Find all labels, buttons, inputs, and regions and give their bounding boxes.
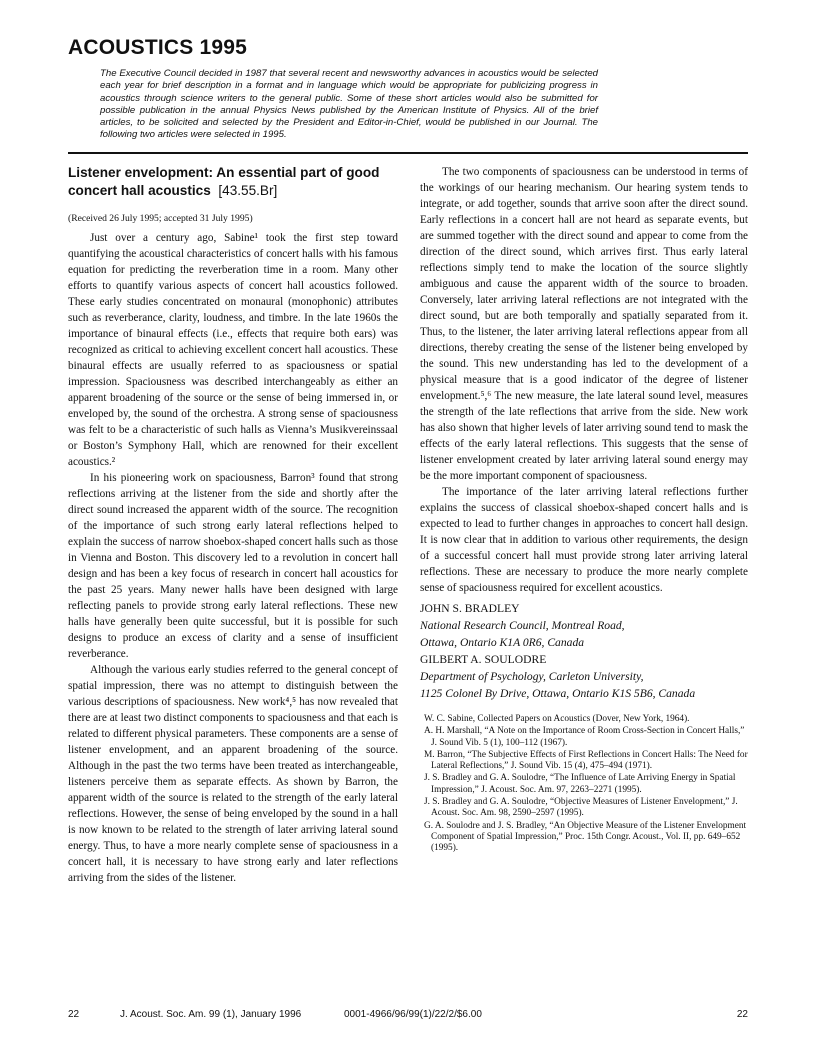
body-paragraph-2: In his pioneering work on spaciousness, Barron³ found that strong reflections arriving at the listener from the side and shortly after the direct sound increased the apparent width of the source. The recognition of the importance of such strong early lateral reflections helped to explain the success of narrow shoebox-shaped concert halls such as those in Vienna and Boston. This discovery led to a revolution in concert hall design and has been a key focus of research in concert hall acoustics for the past 25 years. Many newer halls have been designed with large reflecting panels to provide strong early lateral reflections. These new halls have generally been quite successful, but it is possible for such designs to produce an excess of clarity and a sense of insufficient reverberance. bbox=[68, 472, 398, 660]
author-2-name: GILBERT A. SOULODRE bbox=[420, 653, 547, 666]
intro-paragraph: The Executive Council decided in 1987 that several recent and newsworthy advances in acoustics would be selected each year for brief description in a format and in language which would be appropriate for publicizing progress in acoustics through science writers to the general public. Some of these short articles would also be submitted for possible publication in the annual Physics News published by the American Institute of Physics. All of the brief articles, to be solicited and selected by the President and Editor-in-Chief, would be published in our Journal. The following two articles were selected in 1995. bbox=[100, 68, 598, 141]
header-rule bbox=[68, 152, 748, 154]
article-title-text: Listener envelopment: An essential part of good concert hall acoustics bbox=[68, 165, 380, 198]
footer-page-number-right: 22 bbox=[736, 1009, 748, 1020]
reference-1: W. C. Sabine, Collected Papers on Acoustics (Dover, New York, 1964). bbox=[424, 714, 690, 724]
reference-6: G. A. Soulodre and J. S. Bradley, “An Objective Measure of the Listener Envelopment Component of Spatial Impression,” Proc. 15th Congr. Acoust., Vol. II, pp. 649–652 (1995). bbox=[424, 820, 747, 854]
article-title bbox=[68, 164, 398, 200]
author-1-affiliation-line-1: National Research Council, Montreal Road, bbox=[420, 619, 625, 632]
body-paragraph-1: Just over a century ago, Sabine¹ took the first step toward quantifying the acoustical characteristics of concert halls with his famous equation for predicting the reverberation time in a room. Many other efforts to quantify various aspects of concert hall acoustics followed. These early studies concentrated on monaural (monophonic) attributes such as reverberance, clarity, loudness, and timbre. In the late 1960s the importance of binaural effects (i.e., effects that require both ears) was recognized as critical to achieving excellent concert hall acoustics. These binaural effects are usually referred to as spaciousness or spatial impression. Spaciousness was described interchangeably as either an apparent broadening of the source or the sense of being immersed in, or enveloped by, the sound of the orchestra. A strong sense of spaciousness was felt to be a characteristic of such halls as Vienna’s Musikvereinssaal or Boston’s Symphony Hall, which are renowned for their excellent acoustics.² bbox=[68, 232, 398, 468]
received-date: (Received 26 July 1995; accepted 31 July 1995) bbox=[68, 213, 253, 224]
author-1-name: JOHN S. BRADLEY bbox=[420, 602, 520, 615]
author-2-affiliation-line-2: 1125 Colonel By Drive, Ottawa, Ontario K1S 5B6, Canada bbox=[420, 687, 696, 700]
footer-journal-citation: J. Acoust. Soc. Am. 99 (1), January 1996 bbox=[120, 1009, 302, 1020]
author-1-affiliation-line-2: Ottawa, Ontario K1A 0R6, Canada bbox=[420, 636, 585, 649]
page-footer bbox=[68, 1009, 748, 1023]
reference-2: A. H. Marshall, “A Note on the Importance of Room Cross-Section in Concert Halls,” J. Sound Vib. 5 (1), 100–112 (1967). bbox=[424, 726, 745, 748]
body-paragraph-5: The importance of the later arriving lateral reflections further explains the success of classical shoebox-shaped concert halls and is expected to lead to further changes in approaches to concert hall design. It is now clear that in addition to various other requirements, the design of a successful concert hall must provide strong later arriving lateral reflections. These are necessary to produce the more nearly complete sense of spaciousness required for excellent acoustics. bbox=[420, 486, 748, 594]
reference-3: M. Barron, “The Subjective Effects of First Reflections in Concert Halls: The Need for Lateral Reflections,” J. Sound Vib. 15 (4), 475–494 (1971). bbox=[424, 749, 748, 772]
reference-4: J. S. Bradley and G. A. Soulodre, “The Influence of Late Arriving Energy in Spatial Impression,” J. Acoust. Soc. Am. 97, 2263–2271 (1995). bbox=[424, 773, 736, 795]
reference-list bbox=[424, 714, 748, 855]
body-paragraph-3: Although the various early studies referred to the general concept of spatial impression, there was no attempt to distinguish between the various descriptions of spaciousness. New work⁴,⁵ has now revealed that there are at least two distinct components to spaciousness and that each is related to different physical parameters. These components are a sense of listener envelopment, and an apparent broadening of the source. Although in the past the two terms have been treated as interchangeable, listeners perceive them as separate effects. As shown by Barron, the apparent width of the source is related to the strength of the early lateral reflections. However, the sense of being enveloped by the sound in a hall is now known to be related to the strength of later arriving lateral sound energy. Thus, to have a more nearly complete sense of spaciousness in a concert hall, it is necessary to have strong early and later reflections arriving from the sides of the listener. bbox=[68, 664, 398, 884]
body-paragraph-4: The two components of spaciousness can be understood in terms of the workings of our hearing mechanism. Our hearing system tends to integrate, or add together, sounds that arrive soon after the direct sound. Early reflections in a concert hall are not heard as separate events, but are summed together with the direct sound and appear to come from the direction of the direct sound, which arrives first. Thus early lateral reflections simply tend to make the location of the source slightly ambiguous and cause the apparent width of the source to broaden. Conversely, later arriving lateral reflections are not integrated with the direct sound, but are both temporally and spatially separated from it. Thus, to the listener, the later arriving lateral reflections appear from all directions, thereby creating the sense of the listener being enveloped by the sound. This new understanding has led to the development of a physical measure that is a good indicator of the degree of listener envelopment.⁵,⁶ The new measure, the late lateral sound level, measures the strength of the late reflections that arrive from the side. New work has also shown that higher levels of later arriving sound tend to mask the effects of the early lateral reflections. This suggests that the sense of listener envelopment created by later arriving lateral sound energy may be the more important component of spaciousness. bbox=[420, 166, 748, 482]
reference-5: J. S. Bradley and G. A. Soulodre, “Objective Measures of Listener Envelopment,” J. Acoust. Soc. Am. 98, 2590–2597 (1995). bbox=[424, 797, 738, 819]
author-2-affiliation-line-1: Department of Psychology, Carleton University, bbox=[420, 670, 644, 683]
journal-section-title: ACOUSTICS 1995 bbox=[68, 36, 248, 59]
footer-article-code: 0001-4966/96/99(1)/22/2/$6.00 bbox=[344, 1009, 482, 1020]
left-column bbox=[68, 164, 398, 886]
right-column bbox=[420, 164, 748, 856]
footer-page-number-left: 22 bbox=[68, 1009, 80, 1020]
pacs-code: [43.55.Br] bbox=[218, 183, 278, 198]
